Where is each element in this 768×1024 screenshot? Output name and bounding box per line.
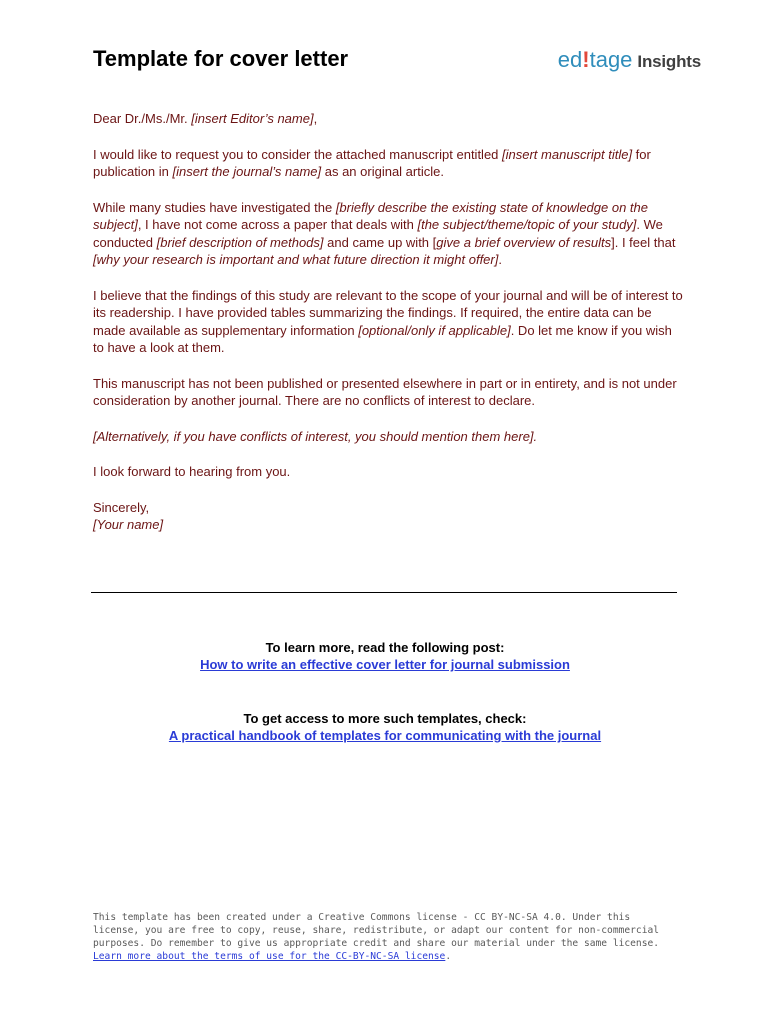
editage-insights-logo <box>558 46 701 76</box>
logo-text-tage: tage <box>589 47 633 72</box>
text: for publication in <box>93 146 651 179</box>
divider <box>91 592 677 593</box>
paragraph-background <box>93 199 683 269</box>
logo-text-insights: Insights <box>637 52 701 71</box>
text: as an original article. <box>321 164 444 179</box>
text: . We conducted <box>93 217 663 250</box>
text: . Do let me know if you wish to have a look at them. <box>93 322 672 355</box>
text: I believe that the findings of this study are relevant to the scope of your journal and will be of interest to its readership. I have provided tables summarizing the findings. If required, the entire data can be made available as supplementary information <box>93 287 683 338</box>
journal-name-placeholder: [insert the journal’s name] <box>172 164 322 179</box>
license-text: This template has been created under a Creative Commons license - CC BY-NC-SA 4.0. Under this license, you are free to copy, reuse, share, redistribute, or adapt our content for non-commercial purposes. Do remember to give us appropriate credit and share our material under the same license. <box>93 912 660 949</box>
text: , I have not come across a paper that deals with <box>137 217 418 232</box>
manuscript-title-placeholder: [insert manuscript title] <box>502 146 633 162</box>
license-end: . <box>445 951 452 962</box>
editor-name-placeholder: [insert Editor’s name] <box>191 111 314 126</box>
sign-off <box>93 499 683 534</box>
text: While many studies have investigated the <box>93 199 336 215</box>
header <box>93 44 705 78</box>
templates-handbook-link[interactable]: A practical handbook of templates for communicating with the journal <box>168 728 602 743</box>
paragraph-declaration: This manuscript has not been published or presented elsewhere in part or in entirety, and is not under consideration by another journal. There are no conflicts of interest to declare. <box>93 375 677 408</box>
license-note <box>93 911 677 963</box>
placeholder: [optional/only if applicable] <box>358 322 511 338</box>
text: . <box>498 252 502 267</box>
cover-letter-post-link[interactable]: How to write an effective cover letter for journal submission <box>200 657 570 672</box>
salutation-suffix: , <box>313 111 318 126</box>
text: ]. I feel that <box>611 234 676 250</box>
paragraph-request <box>93 146 683 181</box>
paragraph-findings <box>93 287 683 357</box>
text: I would like to request you to consider the attached manuscript entitled <box>93 146 503 162</box>
letter-body <box>93 110 683 534</box>
page-title: Template for cover letter <box>93 46 349 71</box>
salutation-prefix: Dear Dr./Ms./Mr. <box>93 111 192 126</box>
signature-placeholder: [Your name] <box>93 517 164 532</box>
license-terms-link[interactable]: Learn more about the terms of use for the CC-BY-NC-SA license <box>93 951 446 962</box>
text: and came up with [ <box>323 234 437 250</box>
logo-exclamation: ! <box>582 47 590 72</box>
templates-section <box>93 710 677 744</box>
templates-label: To get access to more such templates, check: <box>243 711 527 726</box>
paragraph-conflicts: [Alternatively, if you have conflicts of interest, you should mention them here]. <box>93 428 538 444</box>
learn-more-label: To learn more, read the following post: <box>265 640 505 655</box>
placeholder: [why your research is important and what future direction it might offer] <box>93 252 499 267</box>
placeholder: [briefly describe the existing state of knowledge on the subject] <box>93 199 648 232</box>
placeholder: [brief description of methods] <box>156 234 324 250</box>
learn-more-section <box>93 639 677 673</box>
paragraph-closing-line: I look forward to hearing from you. <box>93 464 291 479</box>
logo-text-ed: ed <box>557 47 583 72</box>
placeholder: [the subject/theme/topic of your study] <box>417 217 637 232</box>
salutation <box>93 110 683 128</box>
placeholder: give a brief overview of results <box>436 234 612 250</box>
closing: Sincerely, <box>93 499 150 515</box>
